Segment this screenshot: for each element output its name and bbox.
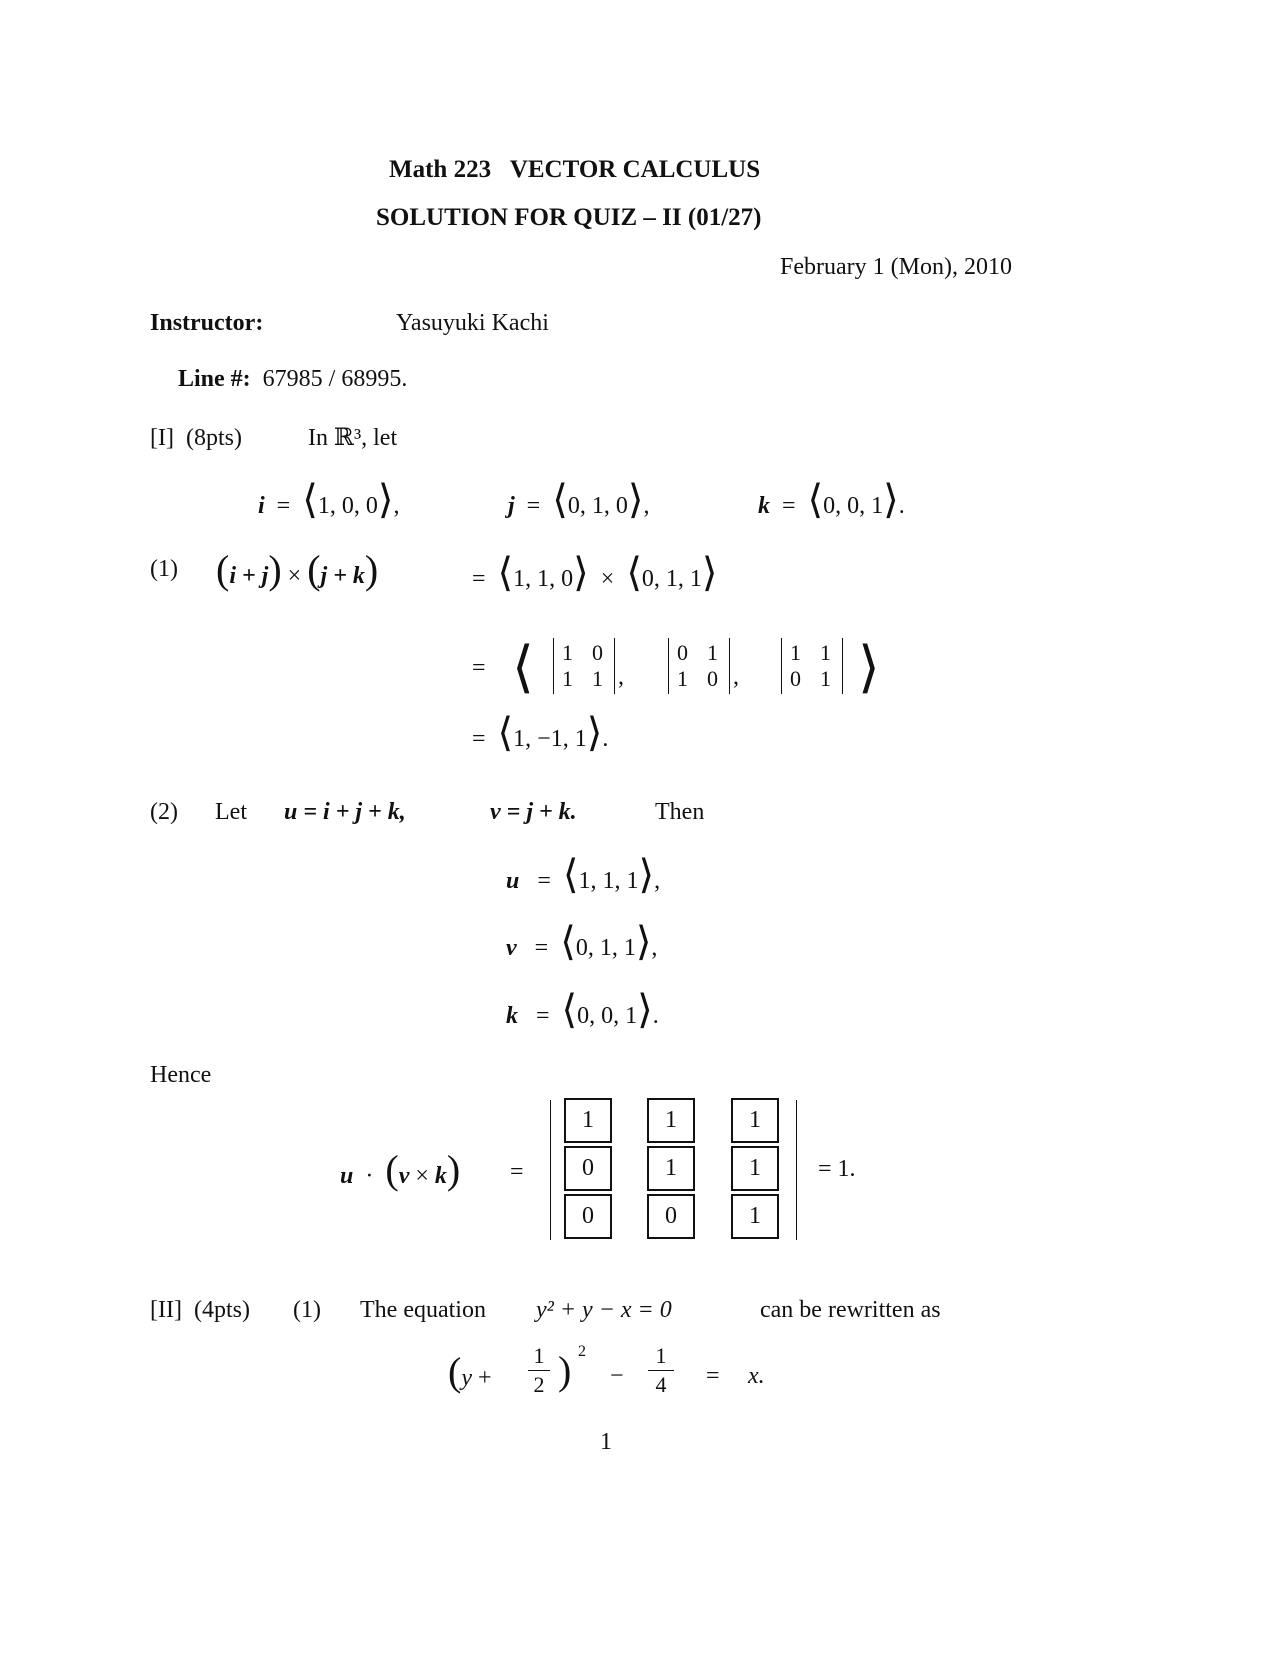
matrix-cell: 1 [647, 1146, 695, 1191]
j-value: 0, 1, 0 [567, 493, 628, 519]
matrix-cell: 1 [564, 1098, 612, 1143]
basis-k: k = ⟨0, 0, 1⟩. [758, 477, 905, 522]
triple-product-lhs: u · (v × k) [340, 1147, 461, 1192]
part1-lhs: (i + j) × (j + k) [216, 547, 379, 592]
rhs-x: x. [748, 1363, 765, 1389]
frac-quarter: 1 4 [648, 1344, 674, 1397]
problem2-equation: y² + y − x = 0 [536, 1297, 672, 1323]
u-vector: u = ⟨1, 1, 1⟩, [506, 852, 661, 897]
minus-sign: − [610, 1363, 624, 1389]
basis-i: i = ⟨1, 0, 0⟩, [258, 477, 400, 522]
v-vector: v = ⟨0, 1, 1⟩, [506, 919, 658, 964]
minor-comma-2: , [733, 664, 739, 690]
matrix-cell: 1 [731, 1098, 779, 1143]
part1-result: = ⟨1, −1, 1⟩. [472, 710, 609, 755]
problem2-heading: [II] (4pts) [150, 1297, 250, 1323]
problem2-text2: can be rewritten as [760, 1297, 941, 1323]
date: February 1 (Mon), 2010 [780, 254, 1012, 280]
right-angle: ⟩ [858, 637, 880, 699]
part2-then: Then [655, 799, 705, 825]
i-value: 1, 0, 0 [317, 493, 378, 519]
part2-let: Let [215, 799, 247, 825]
problem1-tag: [I] [150, 425, 174, 451]
instructor-name: Yasuyuki Kachi [396, 310, 549, 336]
course-name: VECTOR CALCULUS [509, 156, 761, 183]
k-value: 0, 0, 1 [823, 493, 884, 519]
problem1-intro: In ℝ³, let [308, 425, 398, 451]
line-numbers [178, 367, 407, 391]
eq-sign: = [706, 1363, 720, 1389]
matrix-cell: 1 [647, 1098, 695, 1143]
triple-eq: = [510, 1159, 524, 1185]
exponent: 2 [578, 1343, 586, 1360]
matrix-cell: 0 [564, 1146, 612, 1191]
frac-half: 1 2 [528, 1344, 550, 1397]
part1-eq1: = ⟨1, 1, 0⟩ × ⟨0, 1, 1⟩ [472, 550, 718, 595]
matrix-cell: 0 [647, 1194, 695, 1239]
u-definition: u = i + j + k, [284, 799, 406, 825]
minor-comma-1: , [618, 664, 624, 690]
k-vector: k = ⟨0, 0, 1⟩. [506, 987, 659, 1032]
eq-sign-2: = [472, 655, 486, 681]
hence: Hence [150, 1062, 212, 1088]
part2-label: (2) [150, 799, 178, 825]
matrix-cell: 1 [731, 1146, 779, 1191]
cross-result: 1, −1, 1 [513, 726, 587, 752]
line-value: 67985 / 68995. [262, 366, 408, 392]
page-number: 1 [600, 1429, 612, 1455]
basis-j: j = ⟨0, 1, 0⟩, [508, 477, 650, 522]
course-number: Math 223 [389, 156, 492, 183]
instructor-label: Instructor: [150, 310, 264, 336]
minor-3: 1 1 0 1 [781, 638, 843, 694]
problem2-label: (1) [293, 1297, 321, 1323]
problem2-text: The equation [360, 1297, 486, 1323]
part1-label: (1) [150, 556, 178, 582]
line-label: Line #: [178, 366, 251, 392]
v-definition: v = j + k. [490, 799, 577, 825]
problem1-heading [150, 426, 242, 450]
step1-b: 0, 1, 1 [641, 566, 702, 592]
left-angle: ⟨ [512, 637, 534, 699]
completed-square: (y + [448, 1349, 492, 1394]
step1-a: 1, 1, 0 [513, 566, 574, 592]
quiz-subtitle: SOLUTION FOR QUIZ – II (01/27) [376, 204, 762, 231]
right-paren: ) [558, 1348, 572, 1393]
matrix-cell: 0 [564, 1194, 612, 1239]
minor-2: 0 1 1 0 [668, 638, 730, 694]
minor-1: 1 0 1 1 [553, 638, 615, 694]
problem1-points: (8pts) [185, 425, 242, 451]
course-title [389, 157, 760, 182]
matrix-cell: 1 [731, 1194, 779, 1239]
triple-result: = 1. [818, 1156, 856, 1182]
